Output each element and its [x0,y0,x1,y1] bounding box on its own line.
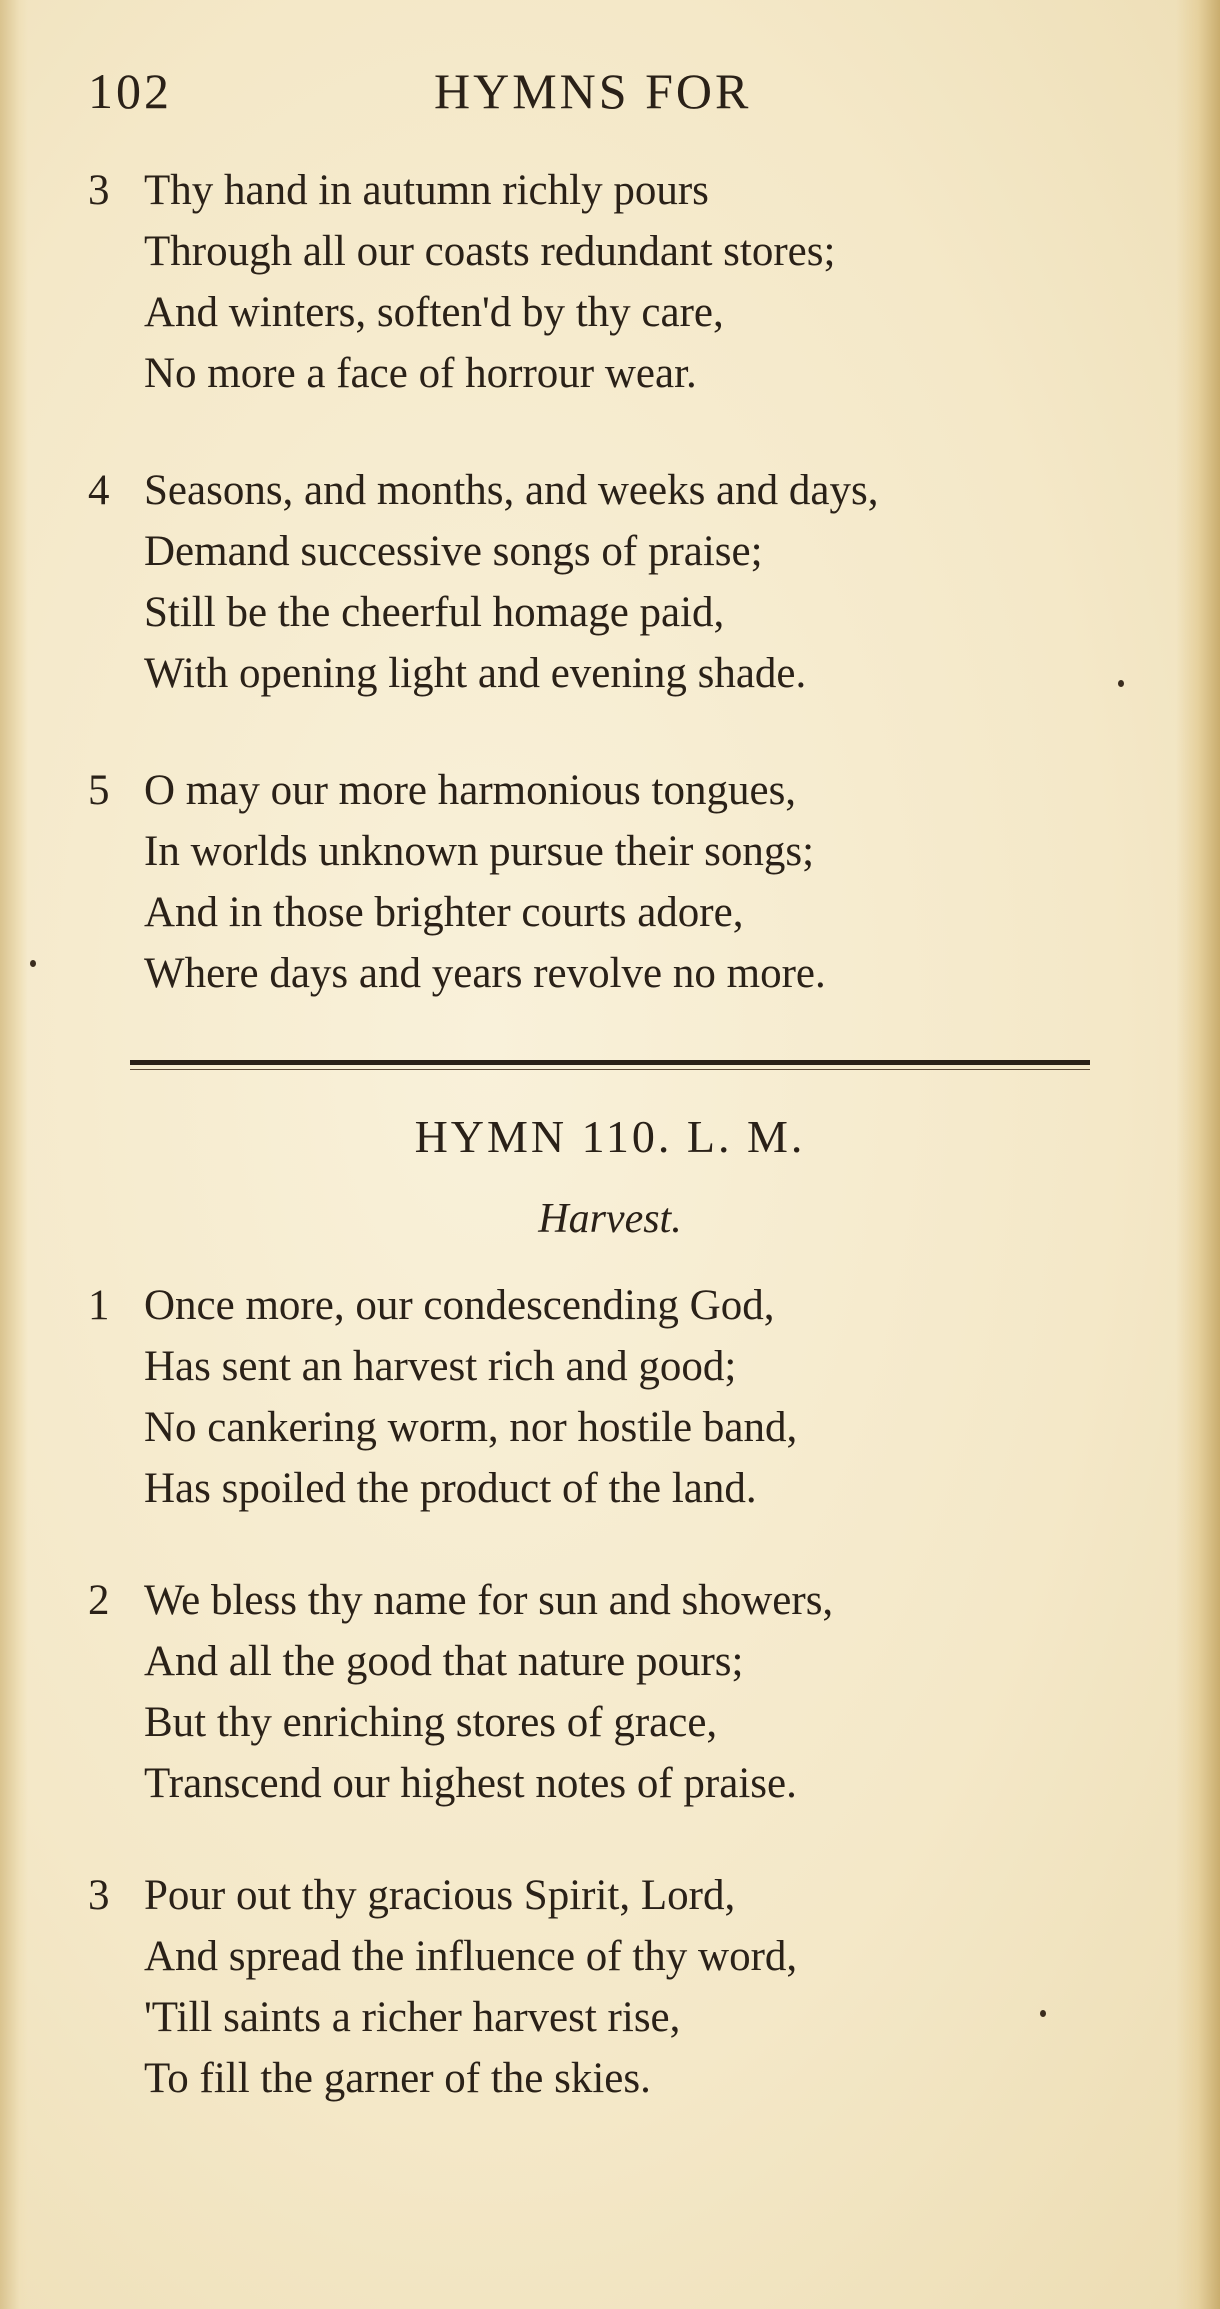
verse-text: Once more, our condescending God, [144,1282,775,1329]
stanza-line: No cankering worm, nor hostile band, [144,1404,798,1451]
stanza-line: Still be the cheerful homage paid, [144,589,725,636]
stanza-line [88,160,1088,221]
stanza-1 [88,1275,1088,1519]
section-divider [130,1060,1090,1065]
page-number: 102 [88,63,172,119]
stanza-line: But thy enriching stores of grace, [144,1699,718,1746]
stanza-number: 3 [88,1872,110,1919]
stanza-3 [88,1865,1088,2109]
ink-speck [1040,2010,1046,2017]
stanza-number: 2 [88,1577,110,1624]
stanza-line: With opening light and evening shade. [144,650,807,697]
stanza-line [88,1275,1088,1336]
stanza-number: 3 [88,167,110,214]
stanza-line: 'Till saints a richer harvest rise, [144,1994,681,2041]
stanza-line [88,460,1088,521]
stanza-prev-4 [88,460,1088,704]
stanza-line: In worlds unknown pursue their songs; [144,828,815,875]
stanza-number: 1 [88,1282,110,1329]
stanza-line: And spread the influence of thy word, [144,1933,798,1980]
stanza-prev-3 [88,160,1088,404]
verse-text: O may our more harmonious tongues, [144,767,797,814]
stanza-line: Where days and years revolve no more. [144,950,826,997]
verse-text: We bless thy name for sun and showers, [144,1577,834,1624]
stanza-line [88,1865,1088,1926]
ink-speck [30,960,36,967]
ink-speck [1118,680,1124,687]
hymn-subtitle: Harvest. [538,1196,682,1242]
stanza-line: Demand successive songs of praise; [144,528,763,575]
page-header [88,62,808,132]
stanza-prev-5 [88,760,1088,1004]
stanza-number: 4 [88,467,110,514]
stanza-number: 5 [88,767,110,814]
stanza-line [88,1570,1088,1631]
stanza-2 [88,1570,1088,1814]
stanza-line: No more a face of horrour wear. [144,350,697,397]
stanza-line: To fill the garner of the skies. [144,2055,651,2102]
stanza-line: And winters, soften'd by thy care, [144,289,724,336]
stanza-line: And all the good that nature pours; [144,1638,744,1685]
stanza-line: And in those brighter courts adore, [144,889,744,936]
stanza-line: Through all our coasts redundant stores; [144,228,836,275]
stanza-line [88,760,1088,821]
section-divider-thin [130,1069,1090,1070]
stanza-line: Has spoiled the product of the land. [144,1465,757,1512]
verse-text: Pour out thy gracious Spirit, Lord, [144,1872,736,1919]
stanza-line: Has sent an harvest rich and good; [144,1343,737,1390]
running-title: HYMNS FOR [434,63,752,119]
verse-text: Seasons, and months, and weeks and days, [144,467,879,514]
hymn-title: HYMN 110. L. M. [414,1111,806,1162]
verse-text: Thy hand in autumn richly pours [144,167,709,214]
stanza-line: Transcend our highest notes of praise. [144,1760,797,1807]
